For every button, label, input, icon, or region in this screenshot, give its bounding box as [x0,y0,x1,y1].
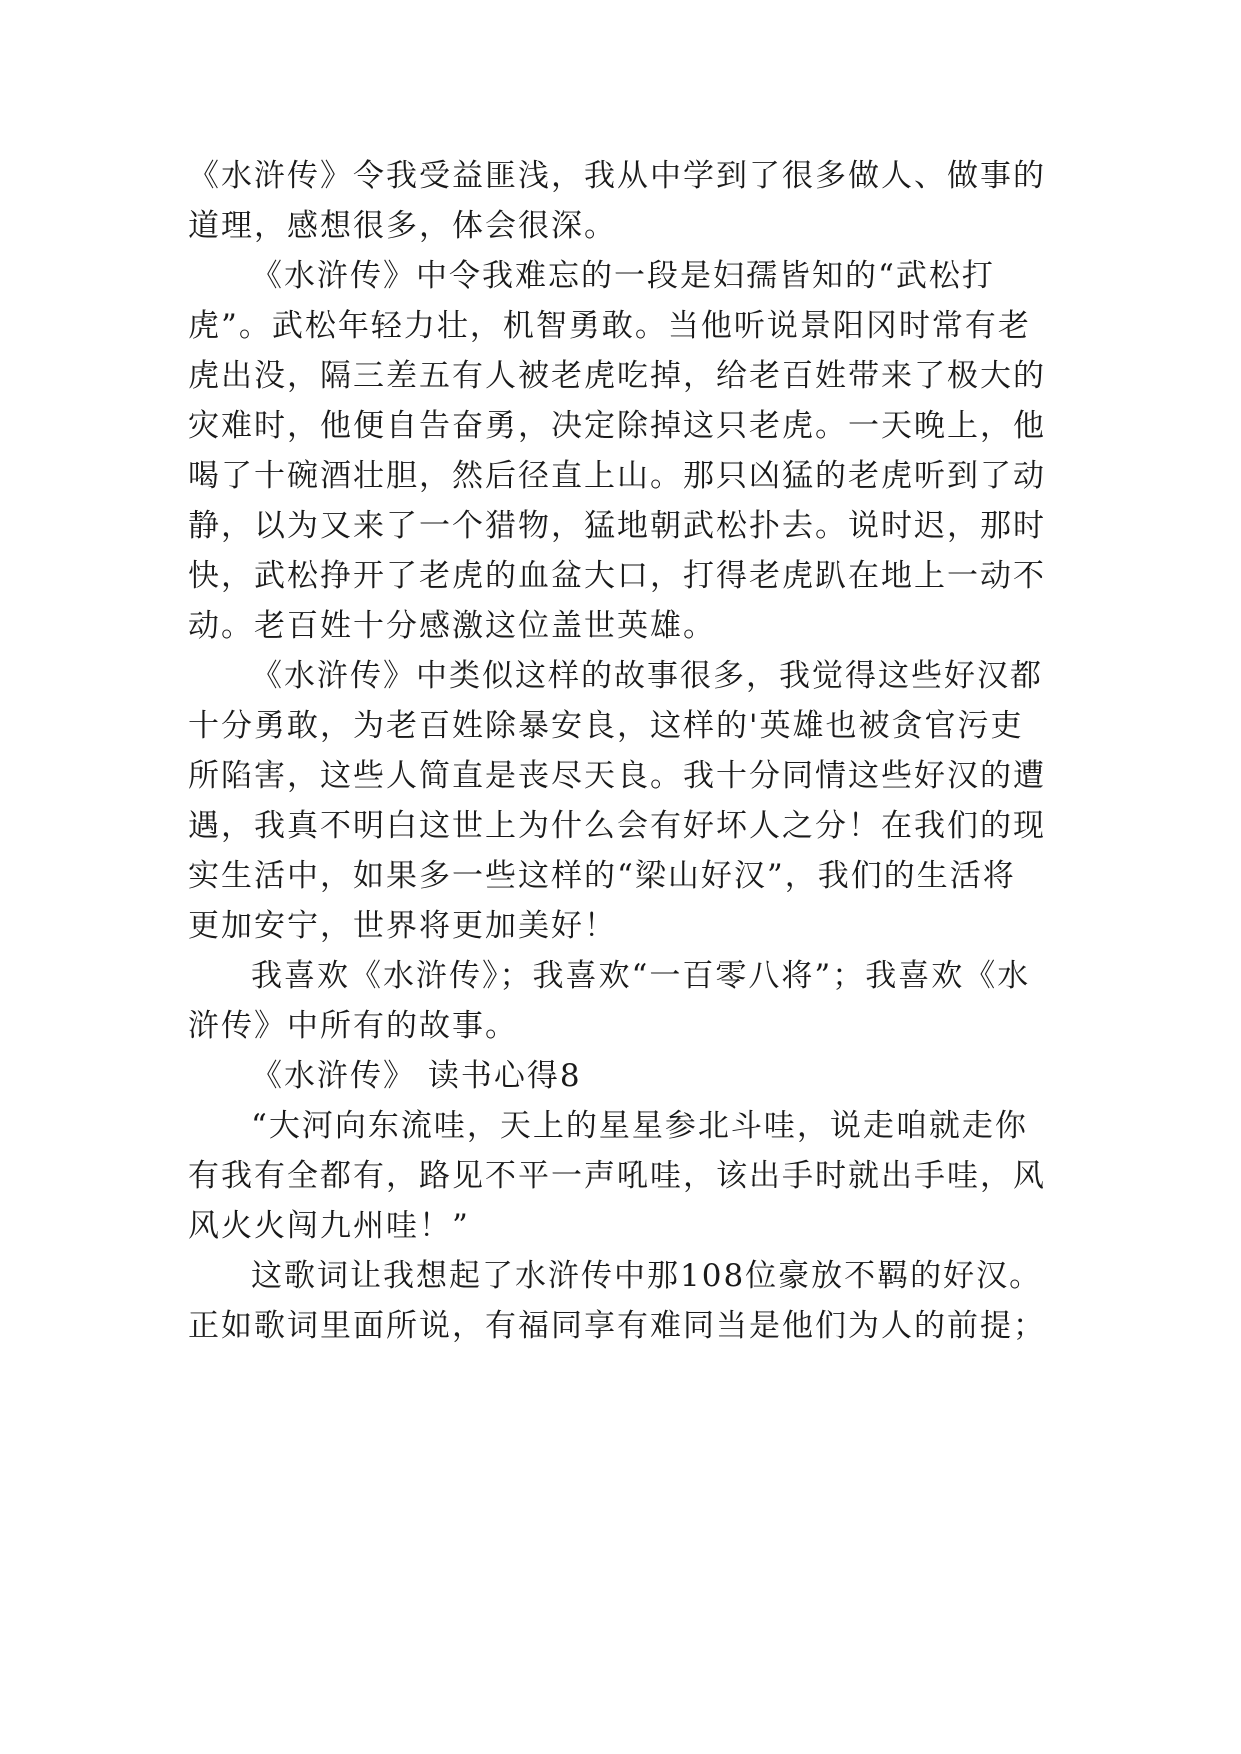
text-line: 实生活中，如果多一些这样的“梁山好汉”，我们的生活将 [188,858,1016,894]
text-line: “大河向东流哇，天上的星星参北斗哇，说走咱就走你 [251,1108,1028,1144]
text-line: 《水浒传》令我受益匪浅，我从中学到了很多做人、做事的 [188,158,1046,194]
text-line: 快，武松挣开了老虎的血盆大口，打得老虎趴在地上一动不 [188,558,1046,594]
text-line: 浒传》中所有的故事。 [188,1008,518,1044]
text-line: 《水浒传》中令我难忘的一段是妇孺皆知的“武松打 [251,258,995,294]
text-line: 我喜欢《水浒传》；我喜欢“一百零八将”；我喜欢《水 [251,958,1031,994]
text-line: 静，以为又来了一个猎物，猛地朝武松扑去。说时迟，那时 [188,508,1046,544]
text-line: 灾难时，他便自告奋勇，决定除掉这只老虎。一天晚上，他 [188,408,1046,444]
text-line: 《水浒传》中类似这样的故事很多，我觉得这些好汉都 [251,658,1043,694]
text-line: 有我有全都有，路见不平一声吼哇，该出手时就出手哇，风 [188,1158,1046,1194]
text-line: 动。老百姓十分感激这位盖世英雄。 [188,608,716,644]
text-line: 所陷害，这些人简直是丧尽天良。我十分同情这些好汉的遭 [188,758,1046,794]
text-line: 十分勇敢，为老百姓除暴安良，这样的'英雄也被贪官污吏 [188,708,1024,744]
text-line: 喝了十碗酒壮胆，然后径直上山。那只凶猛的老虎听到了动 [188,458,1046,494]
text-line: 正如歌词里面所说，有福同享有难同当是他们为人的前提； [188,1308,1046,1344]
text-line: 风火火闯九州哇！” [188,1208,470,1244]
text-line: 遇，我真不明白这世上为什么会有好坏人之分！在我们的现 [188,808,1046,844]
text-line: 道理，感想很多，体会很深。 [188,208,617,244]
section-heading: 《水浒传》 读书心得8 [251,1058,582,1094]
text-line: 虎”。武松年轻力壮，机智勇敢。当他听说景阳冈时常有老 [188,308,1031,344]
text-line: 更加安宁，世界将更加美好！ [188,908,617,944]
text-line: 虎出没，隔三差五有人被老虎吃掉，给老百姓带来了极大的 [188,358,1046,394]
text-line: 这歌词让我想起了水浒传中那108位豪放不羁的好汉。 [251,1258,1043,1294]
